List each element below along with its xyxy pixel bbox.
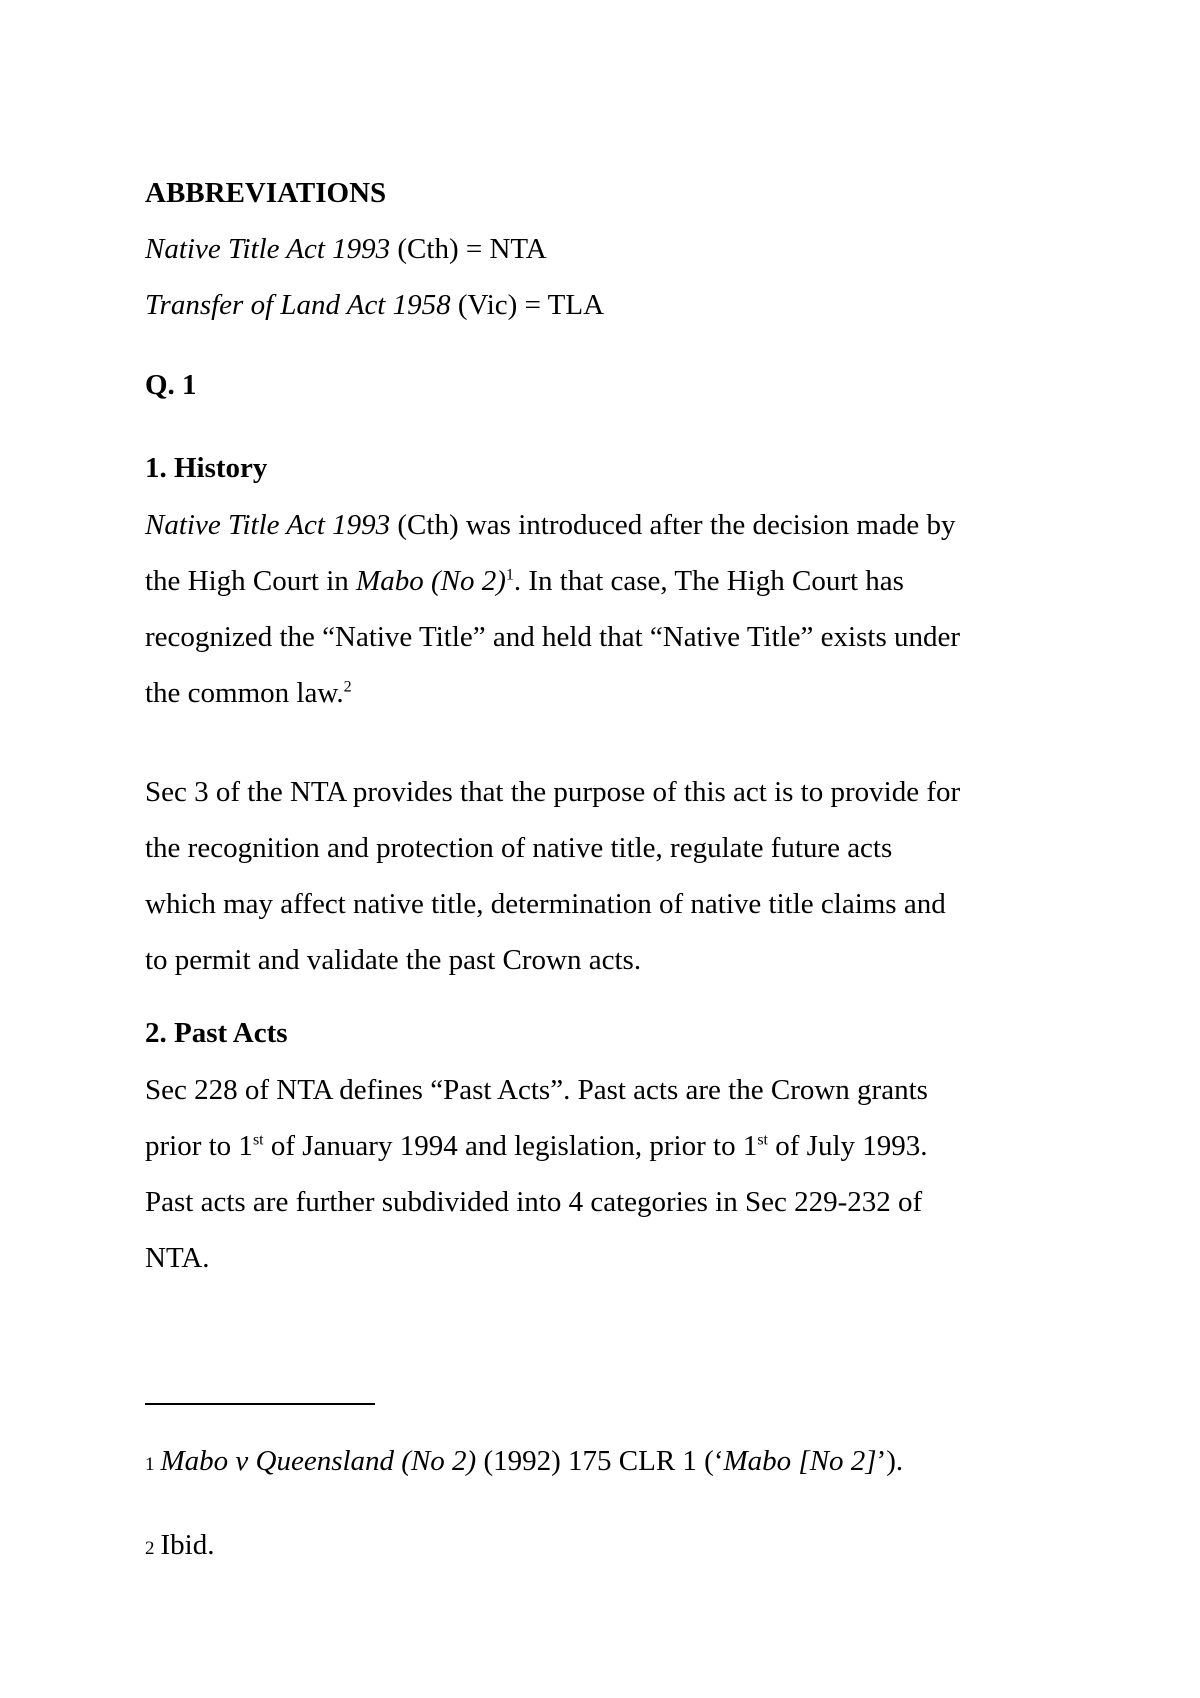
- text-fragment: of January 1994 and legislation, prior to 1: [263, 1130, 758, 1162]
- history-paragraph-2: [145, 764, 1085, 988]
- footnote-number: 2: [145, 1538, 155, 1559]
- text-line: [145, 1118, 1085, 1174]
- footnote-1: [145, 1444, 903, 1482]
- text-line: recognized the “Native Title” and held that “Native Title” exists under: [145, 621, 961, 653]
- text-fragment: (Cth) was introduced after the decision made by: [390, 509, 956, 541]
- abbreviation-tla: [145, 288, 604, 322]
- abbreviations-heading: ABBREVIATIONS: [145, 177, 387, 209]
- footnote-number: 1: [145, 1454, 155, 1475]
- abbreviation-definition: (Vic) = TLA: [450, 289, 605, 321]
- question-heading: Q. 1: [145, 369, 197, 401]
- history-paragraph-1: [145, 497, 1085, 721]
- abbreviation-definition: (Cth) = NTA: [390, 233, 547, 265]
- text-line: [145, 665, 1085, 721]
- text-fragment: (1992) 175 CLR 1 (‘: [476, 1445, 724, 1477]
- footnote-2: [145, 1528, 214, 1566]
- act-title: Transfer of Land Act 1958: [145, 289, 451, 321]
- history-heading: 1. History: [145, 452, 268, 484]
- text-fragment: prior to 1: [145, 1130, 253, 1162]
- ordinal-suffix: st: [252, 1131, 264, 1149]
- text-line: [145, 497, 1085, 553]
- footnote-ref-2[interactable]: 2: [343, 678, 352, 696]
- case-name: Mabo v Queensland (No 2): [160, 1445, 477, 1477]
- act-title: Native Title Act 1993: [145, 509, 391, 541]
- text-line: NTA.: [145, 1242, 210, 1274]
- footnote-ref-1[interactable]: 1: [505, 566, 514, 584]
- text-line: to permit and validate the past Crown acts.: [145, 944, 642, 976]
- text-fragment: ’).: [876, 1445, 904, 1477]
- text-line: [145, 553, 1085, 609]
- act-title: Native Title Act 1993: [145, 233, 391, 265]
- text-fragment: the common law.: [145, 677, 344, 709]
- footnote-text: Ibid.: [160, 1529, 215, 1561]
- text-line: which may affect native title, determination of native title claims and: [145, 888, 946, 920]
- footnote-separator: [145, 1403, 375, 1405]
- past-acts-heading: 2. Past Acts: [145, 1017, 288, 1049]
- text-fragment: of July 1993.: [768, 1130, 928, 1162]
- past-acts-paragraph: [145, 1062, 1085, 1286]
- text-line: Sec 3 of the NTA provides that the purpose of this act is to provide for: [145, 776, 961, 808]
- text-fragment: . In that case, The High Court has: [513, 565, 904, 597]
- case-short-name: Mabo [No 2]: [723, 1445, 877, 1477]
- ordinal-suffix: st: [757, 1131, 768, 1149]
- text-fragment: the High Court in: [145, 565, 357, 597]
- text-line: Past acts are further subdivided into 4 categories in Sec 229-232 of: [145, 1186, 923, 1218]
- case-name: Mabo (No 2): [356, 565, 506, 597]
- abbreviation-nta: [145, 232, 547, 266]
- text-line: the recognition and protection of native title, regulate future acts: [145, 832, 893, 864]
- text-line: Sec 228 of NTA defines “Past Acts”. Past acts are the Crown grants: [145, 1074, 928, 1106]
